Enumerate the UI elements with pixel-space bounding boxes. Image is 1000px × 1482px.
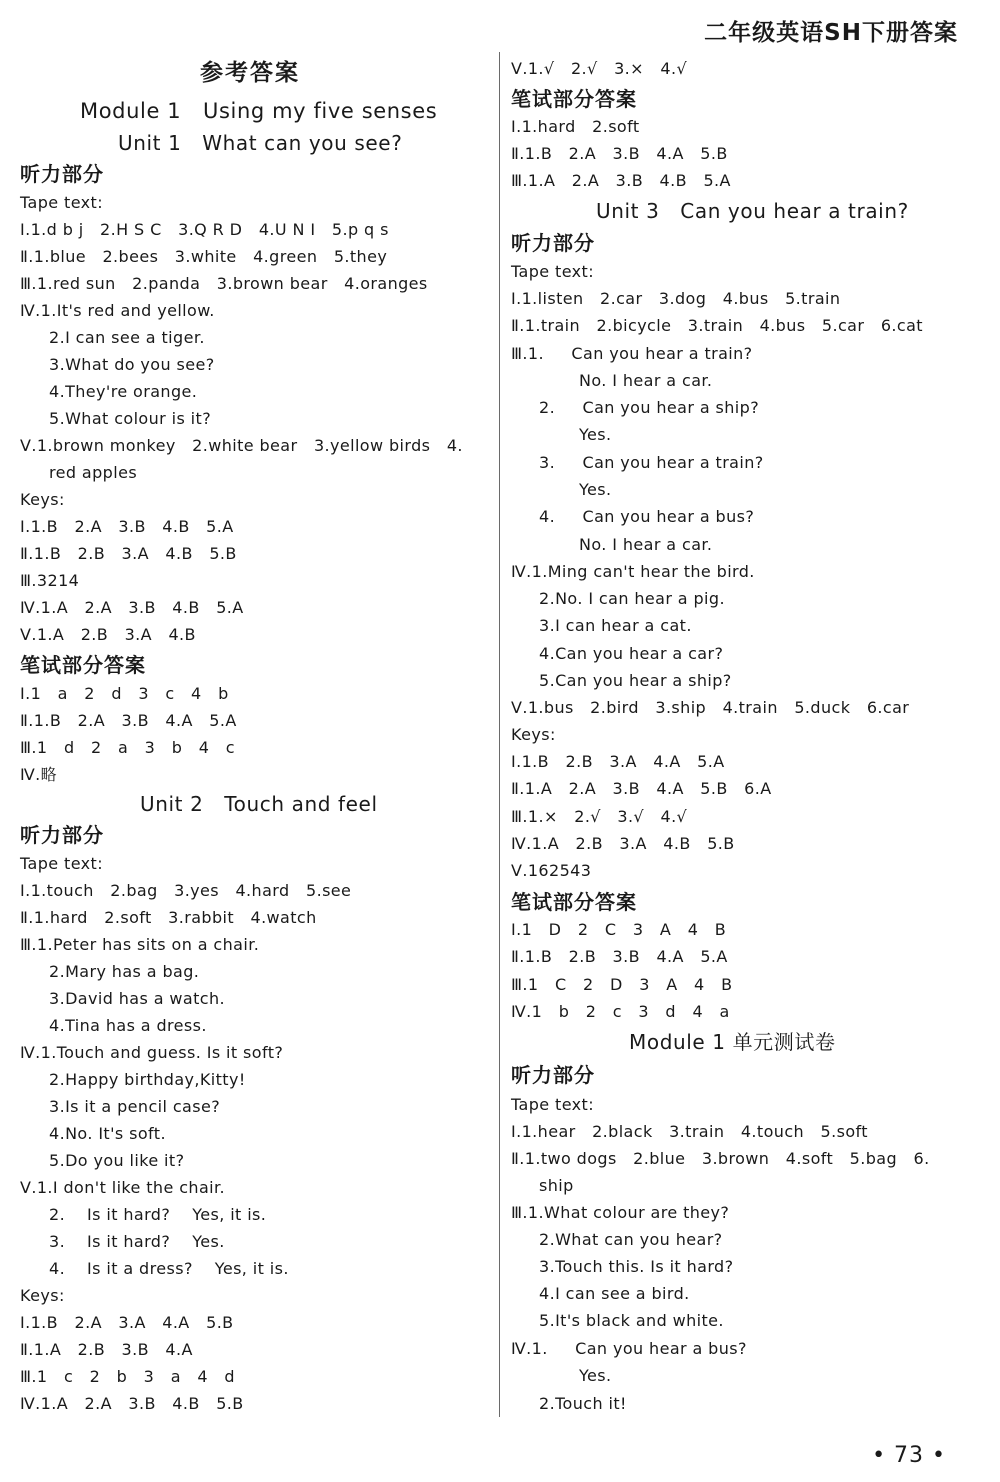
text-line: Ⅳ.略	[20, 765, 58, 784]
section-heading: 笔试部分答案	[511, 87, 637, 111]
text-line: Tape text:	[20, 854, 103, 873]
unit-heading: Unit 3 Can you hear a train?	[596, 199, 909, 223]
text-line: Ⅰ.1 a 2 d 3 c 4 b	[20, 684, 229, 703]
section-heading: 笔试部分答案	[511, 890, 637, 914]
text-line: 4.Can you hear a car?	[539, 644, 724, 663]
text-line: Ⅲ.1.Peter has sits on a chair.	[20, 935, 260, 954]
section-heading: 听力部分	[20, 162, 104, 186]
test-heading: Module 1 单元测试卷	[629, 1030, 836, 1054]
section-heading: 听力部分	[511, 231, 595, 255]
text-line: Ⅰ.1.B 2.B 3.A 4.A 5.A	[511, 752, 725, 771]
answers-title: 参考答案	[200, 60, 300, 86]
page-number: • 73 •	[872, 1443, 946, 1468]
text-line: Ⅱ.1.train 2.bicycle 3.train 4.bus 5.car 6.cat	[511, 316, 923, 335]
text-line: 4.I can see a bird.	[539, 1284, 690, 1303]
text-line: Keys:	[20, 490, 65, 509]
text-line: 4.They're orange.	[49, 382, 198, 401]
text-line: 3. Can you hear a train?	[539, 453, 764, 472]
text-line: 4. Is it a dress? Yes, it is.	[49, 1259, 289, 1278]
text-line: 2.I can see a tiger.	[49, 328, 205, 347]
text-line: Ⅱ.1.blue 2.bees 3.white 4.green 5.they	[20, 247, 388, 266]
text-line: Ⅳ.1 b 2 c 3 d 4 a	[511, 1002, 730, 1021]
section-heading: 听力部分	[20, 823, 104, 847]
text-line: ship	[539, 1176, 574, 1195]
text-line: Tape text:	[20, 193, 103, 212]
unit-heading: Unit 2 Touch and feel	[140, 792, 378, 816]
text-line: Ⅱ.1.B 2.A 3.B 4.A 5.A	[20, 711, 237, 730]
text-line: Ⅴ.1.I don't like the chair.	[20, 1178, 225, 1197]
text-line: Keys:	[511, 725, 556, 744]
text-line: 2.Mary has a bag.	[49, 962, 200, 981]
text-line: Ⅲ.1 d 2 a 3 b 4 c	[20, 738, 235, 757]
text-line: Yes.	[579, 425, 612, 444]
section-heading: 笔试部分答案	[20, 653, 146, 677]
text-line: Ⅴ.162543	[511, 861, 592, 880]
text-line: 2.Happy birthday,Kitty!	[49, 1070, 246, 1089]
text-line: 3. Is it hard? Yes.	[49, 1232, 225, 1251]
text-line: Ⅱ.1.A 2.B 3.B 4.A	[20, 1340, 193, 1359]
text-line: Ⅰ.1.hear 2.black 3.train 4.touch 5.soft	[511, 1122, 868, 1141]
text-line: Ⅱ.1.A 2.A 3.B 4.A 5.B 6.A	[511, 779, 772, 798]
text-line: 5.It's black and white.	[539, 1311, 724, 1330]
text-line: Ⅳ.1.A 2.B 3.A 4.B 5.B	[511, 834, 735, 853]
text-line: Ⅴ.1.√ 2.√ 3.× 4.√	[511, 59, 688, 78]
text-line: Ⅲ.1.red sun 2.panda 3.brown bear 4.oranges	[20, 274, 428, 293]
text-line: Ⅲ.1. Can you hear a train?	[511, 344, 753, 363]
text-line: Ⅰ.1.B 2.A 3.B 4.B 5.A	[20, 517, 234, 536]
text-line: Ⅱ.1.hard 2.soft 3.rabbit 4.watch	[20, 908, 317, 927]
text-line: Ⅱ.1.B 2.B 3.A 4.B 5.B	[20, 544, 237, 563]
module-heading: Module 1 Using my five senses	[80, 99, 438, 123]
text-line: Ⅰ.1.touch 2.bag 3.yes 4.hard 5.see	[20, 881, 352, 900]
text-line: 5.Can you hear a ship?	[539, 671, 732, 690]
text-line: 5.What colour is it?	[49, 409, 212, 428]
text-line: Yes.	[579, 1366, 612, 1385]
text-line: Ⅰ.1.hard 2.soft	[511, 117, 640, 136]
text-line: 3.Touch this. Is it hard?	[539, 1257, 734, 1276]
text-line: Ⅰ.1.B 2.A 3.A 4.A 5.B	[20, 1313, 234, 1332]
text-line: Keys:	[20, 1286, 65, 1305]
text-line: red apples	[49, 463, 138, 482]
text-line: Ⅲ.1 c 2 b 3 a 4 d	[20, 1367, 235, 1386]
text-line: 4. Can you hear a bus?	[539, 507, 755, 526]
text-line: 3.Is it a pencil case?	[49, 1097, 221, 1116]
text-line: Tape text:	[511, 262, 594, 281]
text-line: Ⅳ.1.Touch and guess. Is it soft?	[20, 1043, 284, 1062]
text-line: Ⅲ.1 C 2 D 3 A 4 B	[511, 975, 733, 994]
text-line: 4.No. It's soft.	[49, 1124, 166, 1143]
text-line: Ⅲ.1.A 2.A 3.B 4.B 5.A	[511, 171, 731, 190]
section-heading: 听力部分	[511, 1063, 595, 1087]
column-divider	[499, 52, 500, 1417]
text-line: 2. Can you hear a ship?	[539, 398, 760, 417]
text-line: Tape text:	[511, 1095, 594, 1114]
text-line: No. I hear a car.	[579, 371, 713, 390]
text-line: 4.Tina has a dress.	[49, 1016, 207, 1035]
text-line: 3.What do you see?	[49, 355, 215, 374]
text-line: Ⅳ.1.Ming can't hear the bird.	[511, 562, 755, 581]
text-line: Ⅰ.1.d b j 2.H S C 3.Q R D 4.U N I 5.p q s	[20, 220, 389, 239]
text-line: Ⅱ.1.B 2.B 3.B 4.A 5.A	[511, 947, 728, 966]
text-line: Ⅳ.1.It's red and yellow.	[20, 301, 215, 320]
text-line: Ⅲ.3214	[20, 571, 80, 590]
text-line: Ⅴ.1.bus 2.bird 3.ship 4.train 5.duck 6.car	[511, 698, 910, 717]
text-line: Ⅱ.1.B 2.A 3.B 4.A 5.B	[511, 144, 728, 163]
text-line: Ⅰ.1 D 2 C 3 A 4 B	[511, 920, 727, 939]
text-line: Ⅲ.1.× 2.√ 3.√ 4.√	[511, 807, 688, 826]
text-line: 2. Is it hard? Yes, it is.	[49, 1205, 267, 1224]
text-line: Yes.	[579, 480, 612, 499]
text-line: Ⅲ.1.What colour are they?	[511, 1203, 730, 1222]
text-line: No. I hear a car.	[579, 535, 713, 554]
text-line: 3.I can hear a cat.	[539, 616, 692, 635]
unit-heading: Unit 1 What can you see?	[118, 131, 403, 155]
text-line: Ⅰ.1.listen 2.car 3.dog 4.bus 5.train	[511, 289, 841, 308]
text-line: 3.David has a watch.	[49, 989, 225, 1008]
text-line: 5.Do you like it?	[49, 1151, 185, 1170]
text-line: 2.Touch it!	[539, 1394, 627, 1413]
text-line: Ⅳ.1. Can you hear a bus?	[511, 1339, 747, 1358]
text-line: Ⅳ.1.A 2.A 3.B 4.B 5.B	[20, 1394, 244, 1413]
text-line: 2.No. I can hear a pig.	[539, 589, 725, 608]
text-line: Ⅱ.1.two dogs 2.blue 3.brown 4.soft 5.bag 6.	[511, 1149, 930, 1168]
text-line: 2.What can you hear?	[539, 1230, 723, 1249]
page-header-title: 二年级英语SH下册答案	[704, 20, 958, 46]
text-line: Ⅴ.1.A 2.B 3.A 4.B	[20, 625, 196, 644]
text-line: Ⅴ.1.brown monkey 2.white bear 3.yellow birds 4.	[20, 436, 463, 455]
text-line: Ⅳ.1.A 2.A 3.B 4.B 5.A	[20, 598, 244, 617]
